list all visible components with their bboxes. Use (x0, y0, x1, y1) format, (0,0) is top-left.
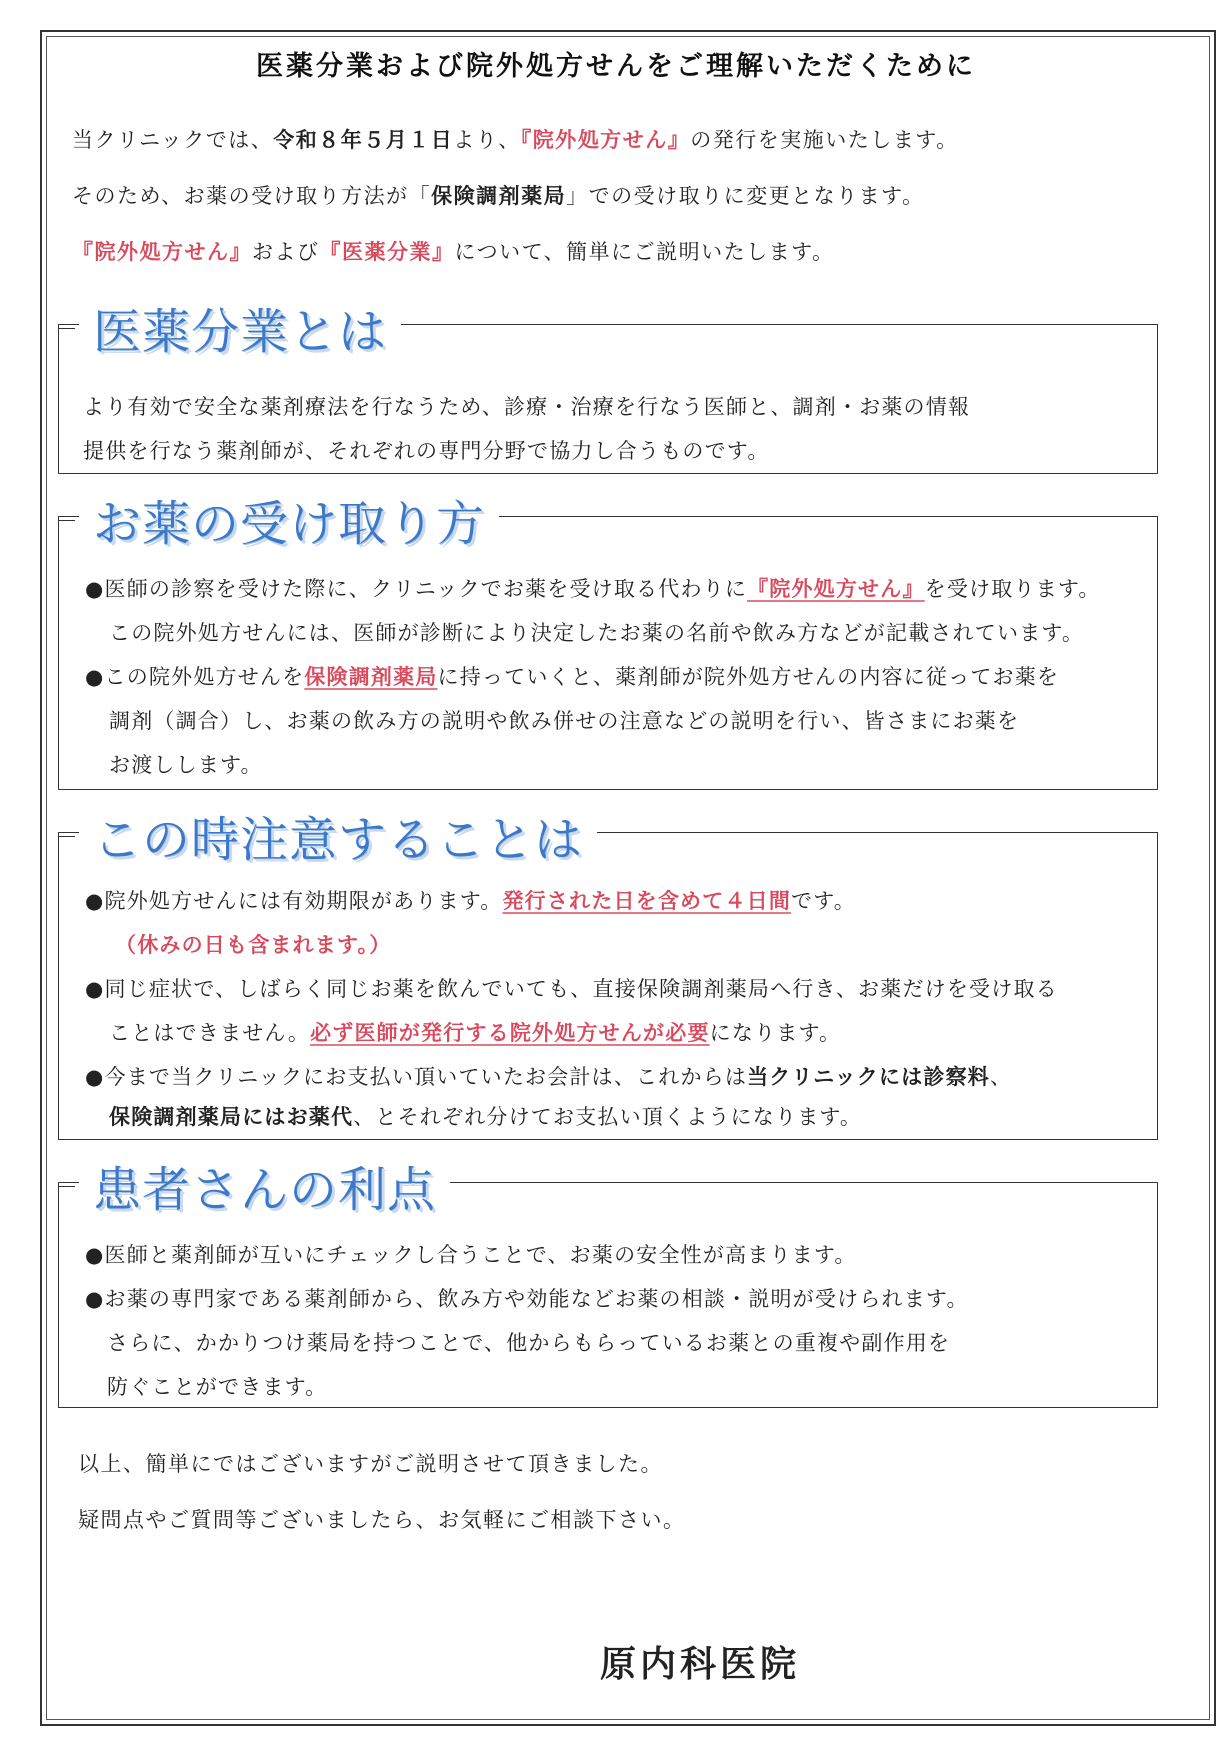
bullet-continuation: 保険調剤薬局にはお薬代、とそれぞれ分けてお支払い頂くようになります。 (109, 1105, 863, 1129)
clinic-name: 原内科医院 (600, 1644, 801, 1685)
bullet-item: ●お薬の専門家である薬剤師から、飲み方や効能などお薬の相談・説明が受けられます。 (85, 1287, 969, 1311)
bullet-continuation: この院外処方せんには、医師が診断により決定したお薬の名前や飲み方などが記載されています。 (109, 621, 1085, 645)
section-kanja-riten (58, 1162, 1158, 1408)
bullet-item: ●院外処方せんには有効期限があります。発行された日を含めて４日間です。 (85, 889, 856, 913)
intro-line-3: 『院外処方せん』および『医薬分業』について、簡単にご説明いたします。 (72, 240, 835, 264)
section-chui-jiko (58, 812, 1158, 1140)
section-heading: 医薬分業とは (79, 293, 401, 362)
section-heading: お薬の受け取り方 (79, 485, 499, 554)
bullet-continuation: お渡しします。 (109, 753, 263, 777)
bullet-continuation: 調剤（調合）し、お薬の飲み方の説明や飲み併せの注意などの説明を行い、皆さまにお薬を (109, 709, 1020, 733)
bullet-item: ●医師と薬剤師が互いにチェックし合うことで、お薬の安全性が高まります。 (85, 1243, 857, 1267)
intro-line-1: 当クリニックでは、令和８年５月１日より、『院外処方せん』の発行を実施いたします。 (72, 128, 959, 152)
section-text: 提供を行なう薬剤師が、それぞれの専門分野で協力し合うものです。 (83, 439, 770, 463)
section-uketori-kata (58, 496, 1158, 790)
bullet-continuation: ことはできません。必ず医師が発行する院外処方せんが必要になります。 (109, 1021, 842, 1045)
start-date: 令和８年５月１日 (273, 128, 454, 152)
bullet-item: ●この院外処方せんを保険調剤薬局に持っていくと、薬剤師が院外処方せんの内容に従ってお薬を (85, 665, 1060, 689)
bullet-continuation: さらに、かかりつけ薬局を持つことで、他からもらっているお薬との重複や副作用を (107, 1331, 951, 1355)
closing-line-1: 以上、簡単にではございますがご説明させて頂きました。 (78, 1452, 663, 1476)
closing-line-2: 疑問点やご質問等ございましたら、お気軽にご相談下さい。 (78, 1508, 686, 1532)
intro-line-2: そのため、お薬の受け取り方法が「保険調剤薬局」での受け取りに変更となります。 (72, 184, 925, 208)
section-text: より有効で安全な薬剤療法を行なうため、診療・治療を行なう医師と、調剤・お薬の情報 (83, 395, 971, 419)
bullet-continuation: 防ぐことができます。 (107, 1375, 328, 1399)
section-heading: 患者さんの利点 (79, 1151, 450, 1220)
bullet-item: ●同じ症状で、しばらく同じお薬を飲んでいても、直接保険調剤薬局へ行き、お薬だけを受け取る (85, 977, 1058, 1001)
section-iyaku-bungyo (58, 304, 1158, 474)
bullet-item: ●医師の診察を受けた際に、クリニックでお薬を受け取る代わりに『院外処方せん』を受け取ります。 (85, 577, 1101, 601)
section-heading: この時注意することは (79, 801, 597, 870)
document-title: 医薬分業および院外処方せんをご理解いただくために (256, 51, 976, 82)
bullet-item: ●今まで当クリニックにお支払い頂いていたお会計は、これからは当クリニックには診察料、 (85, 1065, 1013, 1089)
bullet-note: （休みの日も含まれます。） (115, 933, 392, 957)
